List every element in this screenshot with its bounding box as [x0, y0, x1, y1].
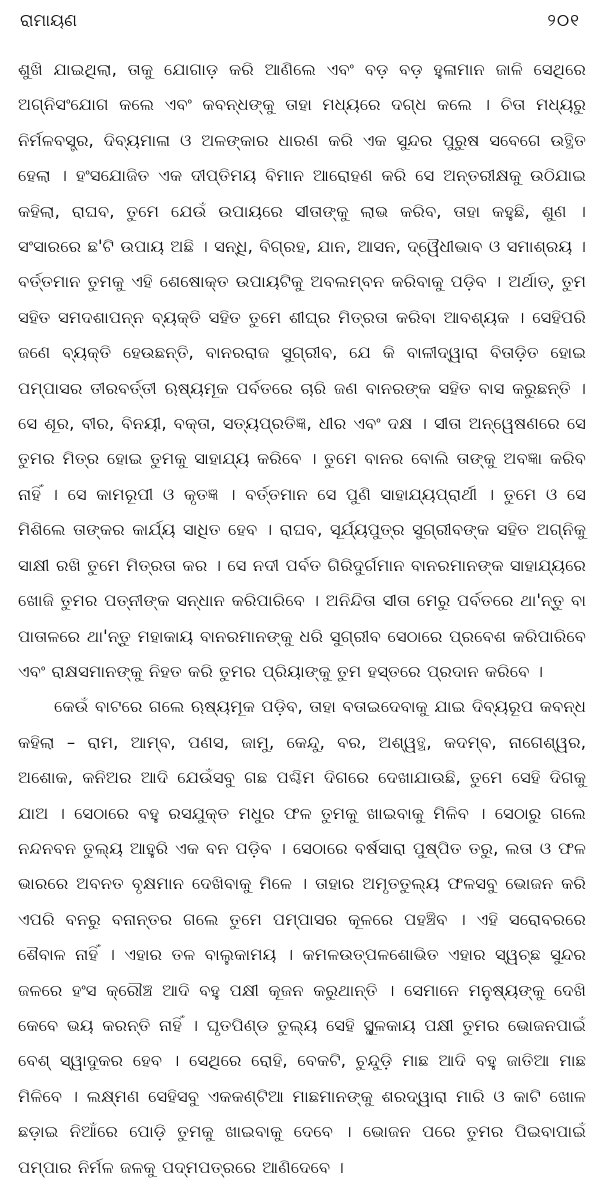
page-number: ୨୦୧ — [547, 11, 580, 31]
page-body — [18, 52, 586, 1177]
page-header — [20, 6, 580, 36]
running-title: ରାମାୟଣ — [20, 11, 77, 31]
body-paragraph: କେଉଁ ବାଟରେ ଗଲେ ଋଷ୍ୟମୂକ ପଡ଼ିବ, ତାହା ବତାଇଦେବାକୁ ଯାଇ ଦିବ୍ୟରୂପ କବନ୍ଧ କହିଲା – ରାମ, ଆମ୍ବ, ପଣସ, ଜାମୁ, କେନ୍ଦୁ, ବର, ଅଶ୍ୱତ୍ଥ, କଦମ୍ବ, ନାଗେଶ୍ୱର, ଅଶୋକ, କନିଅର ଆଦି ଯେଉଁସବୁ ଗଛ ପଶ୍ଚିମ ଦିଗରେ ଦେଖାଯାଉଛି, ତୁମେ ସେହି ଦିଗକୁ ଯାଅ । ସେଠାରେ ବହୁ ରସଯୁକ୍ତ ମଧୁର ଫଳ ତୁମକୁ ଖାଇବାକୁ ମିଳିବ । ସେଠାରୁ ଗଲେ ନନ୍ଦନବନ ତୁଲ୍ୟ ଆହୁରି ଏକ ବନ ପଡ଼ିବ । ସେଠାରେ ବର୍ଷସାରା ପୁଷ୍ପିତ ତରୁ, ଲତା ଓ ଫଳ ଭାରରେ ଅବନତ ବୃକ୍ଷମାନ ଦେଖିବାକୁ ମିଳେ । ତାହାର ଅମୃତତୁଲ୍ୟ ଫଳସବୁ ଭୋଜନ କରି ଏପରି ବନରୁ ବନାନ୍ତର ଗଲେ ତୁମେ ପମ୍ପାସର କୂଳରେ ପହଞ୍ଚିବ । ଏହି ସରୋବରରେ ଶୈବାଳ ନାହିଁ । ଏହାର ତଳ ବାଲୁକାମୟ । କମଳଉତ୍ପଳଶୋଭିତ ଏହାର ସ୍ୱଚ୍ଛ ସୁନ୍ଦର ଜଳରେ ହଂସ କ୍ରୌଞ୍ଚ ଆଦି ବହୁ ପକ୍ଷୀ କୂଜନ କରୁଥାନ୍ତି । ସେମାନେ ମନୁଷ୍ୟଙ୍କୁ ଦେଖି କେବେ ଭୟ କରନ୍ତି ନାହିଁ । ଘୃତପିଣ୍ଡ ତୁଲ୍ୟ ସେହି ସ୍ଥୂଳକାୟ ପକ୍ଷୀ ତୁମର ଭୋଜନପାଇଁ ବେଶ୍ ସ୍ୱାଦୁକର ହେବ । ସେଥିରେ ରୋହି, ବେକଟି, ଚୁନ୍ଦୁଡ଼ି ମାଛ ଆଦି ବହୁ ଜାତିଆ ମାଛ ମିଳିବେ । ଲକ୍ଷ୍ମଣ ସେହିସବୁ ଏକକଣ୍ଟିଆ ମାଛମାନଙ୍କୁ ଶରଦ୍ୱାରା ମାରି ଓ କାଟି ଖୋଳ ଛଡ଼ାଇ ନିଆଁରେ ପୋଡ଼ି ତୁମକୁ ଖାଇବାକୁ ଦେବେ । ଭୋଜନ ପରେ ତୁମର ପିଇବାପାଇଁ ପମ୍ପାର ନିର୍ମଳ ଜଳକୁ ପଦ୍ମପତ୍ରରେ ଆଣିଦେବେ । — [18, 697, 586, 1177]
body-paragraph: ଶୁଖି ଯାଇଥିଲା, ତାକୁ ଯୋଗାଡ଼ କରି ଆଣିଲେ ଏବଂ ବଡ଼ ବଡ଼ ହୁଳାମାନ ଜାଳି ସେଥିରେ ଅଗ୍ନିସଂଯୋଗ କଲେ ଏବଂ କବନ୍ଧଙ୍କୁ ତାହା ମଧ୍ୟରେ ଦଗ୍ଧ କଲେ । ଚିତା ମଧ୍ୟରୁ ନିର୍ମଳବସ୍ତ୍ର, ଦିବ୍ୟମାଳା ଓ ଅଳଙ୍କାର ଧାରଣ କରି ଏକ ସୁନ୍ଦର ପୁରୁଷ ସବେଗେ ଉତ୍ଥିତ ହେଲା । ହଂସଯୋଜିତ ଏକ ଦୀପ୍ତିମୟ ବିମାନ ଆରୋହଣ କରି ସେ ଅନ୍ତରୀକ୍ଷକୁ ଉଠିଯାଇ କହିଲା, ରାଘବ, ତୁମେ ଯେଉଁ ଉପାୟରେ ସୀତାଙ୍କୁ ଲାଭ କରିବ, ତାହା କହୁଛି, ଶୁଣ । ସଂସାରରେ ଛ'ଟି ଉପାୟ ଅଛି । ସନ୍ଧି, ବିଗ୍ରହ, ଯାନ, ଆସନ, ଦ୍ୱୈଧୀଭାବ ଓ ସମାଶ୍ରୟ । ବର୍ତ୍ତମାନ ତୁମକୁ ଏହି ଶେଷୋକ୍ତ ଉପାୟଟିକୁ ଅବଲମ୍ବନ କରିବାକୁ ପଡ଼ିବ । ଅର୍ଥାତ୍, ତୁମ ସହିତ ସମଦଶାପନ୍ନ ବ୍ୟକ୍ତି ସହିତ ତୁମେ ଶୀଘ୍ର ମିତ୍ରତା କରିବା ଆବଶ୍ୟକ । ସେହିପରି ଜଣେ ବ୍ୟକ୍ତି ହେଉଛନ୍ତି, ବାନରରାଜ ସୁଗ୍ରୀବ, ଯେ କି ବାଳୀଦ୍ୱାରା ବିତାଡ଼ିତ ହୋଇ ପମ୍ପାସର ତୀରବର୍ତ୍ତୀ ଋଷ୍ୟମୂକ ପର୍ବତରେ ଚାରି ଜଣ ବାନରଙ୍କ ସହିତ ବାସ କରୁଛନ୍ତି । ସେ ଶୂର, ବୀର, ବିନୟୀ, ବକ୍ତା, ସତ୍ୟପ୍ରତିଜ୍ଞ, ଧୀର ଏବଂ ଦକ୍ଷ । ସୀତା ଅନ୍ୱେଷଣରେ ସେ ତୁମର ମିତ୍ର ହୋଇ ତୁମକୁ ସାହାଯ୍ୟ କରିବେ । ତୁମେ ବାନର ବୋଲି ତାଙ୍କୁ ଅବଜ୍ଞା କରିବ ନାହିଁ । ସେ କାମରୂପୀ ଓ କୃତଜ୍ଞ । ବର୍ତ୍ତମାନ ସେ ପୁଣି ସାହାଯ୍ୟପ୍ରାର୍ଥୀ । ତୁମେ ଓ ସେ ମିଶିଲେ ତାଙ୍କର କାର୍ଯ୍ୟ ସାଧିତ ହେବ । ରାଘବ, ସୂର୍ଯ୍ୟପୁତ୍ର ସୁଗ୍ରୀବଙ୍କ ସହିତ ଅଗ୍ନିକୁ ସାକ୍ଷୀ ରଖି ତୁମେ ମିତ୍ରତା କର । ସେ ନଦୀ ପର୍ବତ ଗିରିଦୁର୍ଗମାନ ବାନରମାନଙ୍କ ସାହାଯ୍ୟରେ ଖୋଜି ତୁମର ପତ୍ନୀଙ୍କ ସନ୍ଧାନ କରିପାରିବେ । ଅନିନ୍ଦିତା ସୀତା ମେରୁ ପର୍ବତରେ ଥା'ନ୍ତୁ ବା ପାତାଳରେ ଥା'ନ୍ତୁ ମହାକାୟ ବାନରମାନଙ୍କୁ ଧରି ସୁଗ୍ରୀବ ସେଠାରେ ପ୍ରବେଶ କରିପାରିବେ ଏବଂ ରାକ୍ଷସମାନଙ୍କୁ ନିହତ କରି ତୁମର ପ୍ରିୟାଙ୍କୁ ତୁମ ହସ୍ତରେ ପ୍ରଦାନ କରିବେ । — [18, 60, 586, 681]
